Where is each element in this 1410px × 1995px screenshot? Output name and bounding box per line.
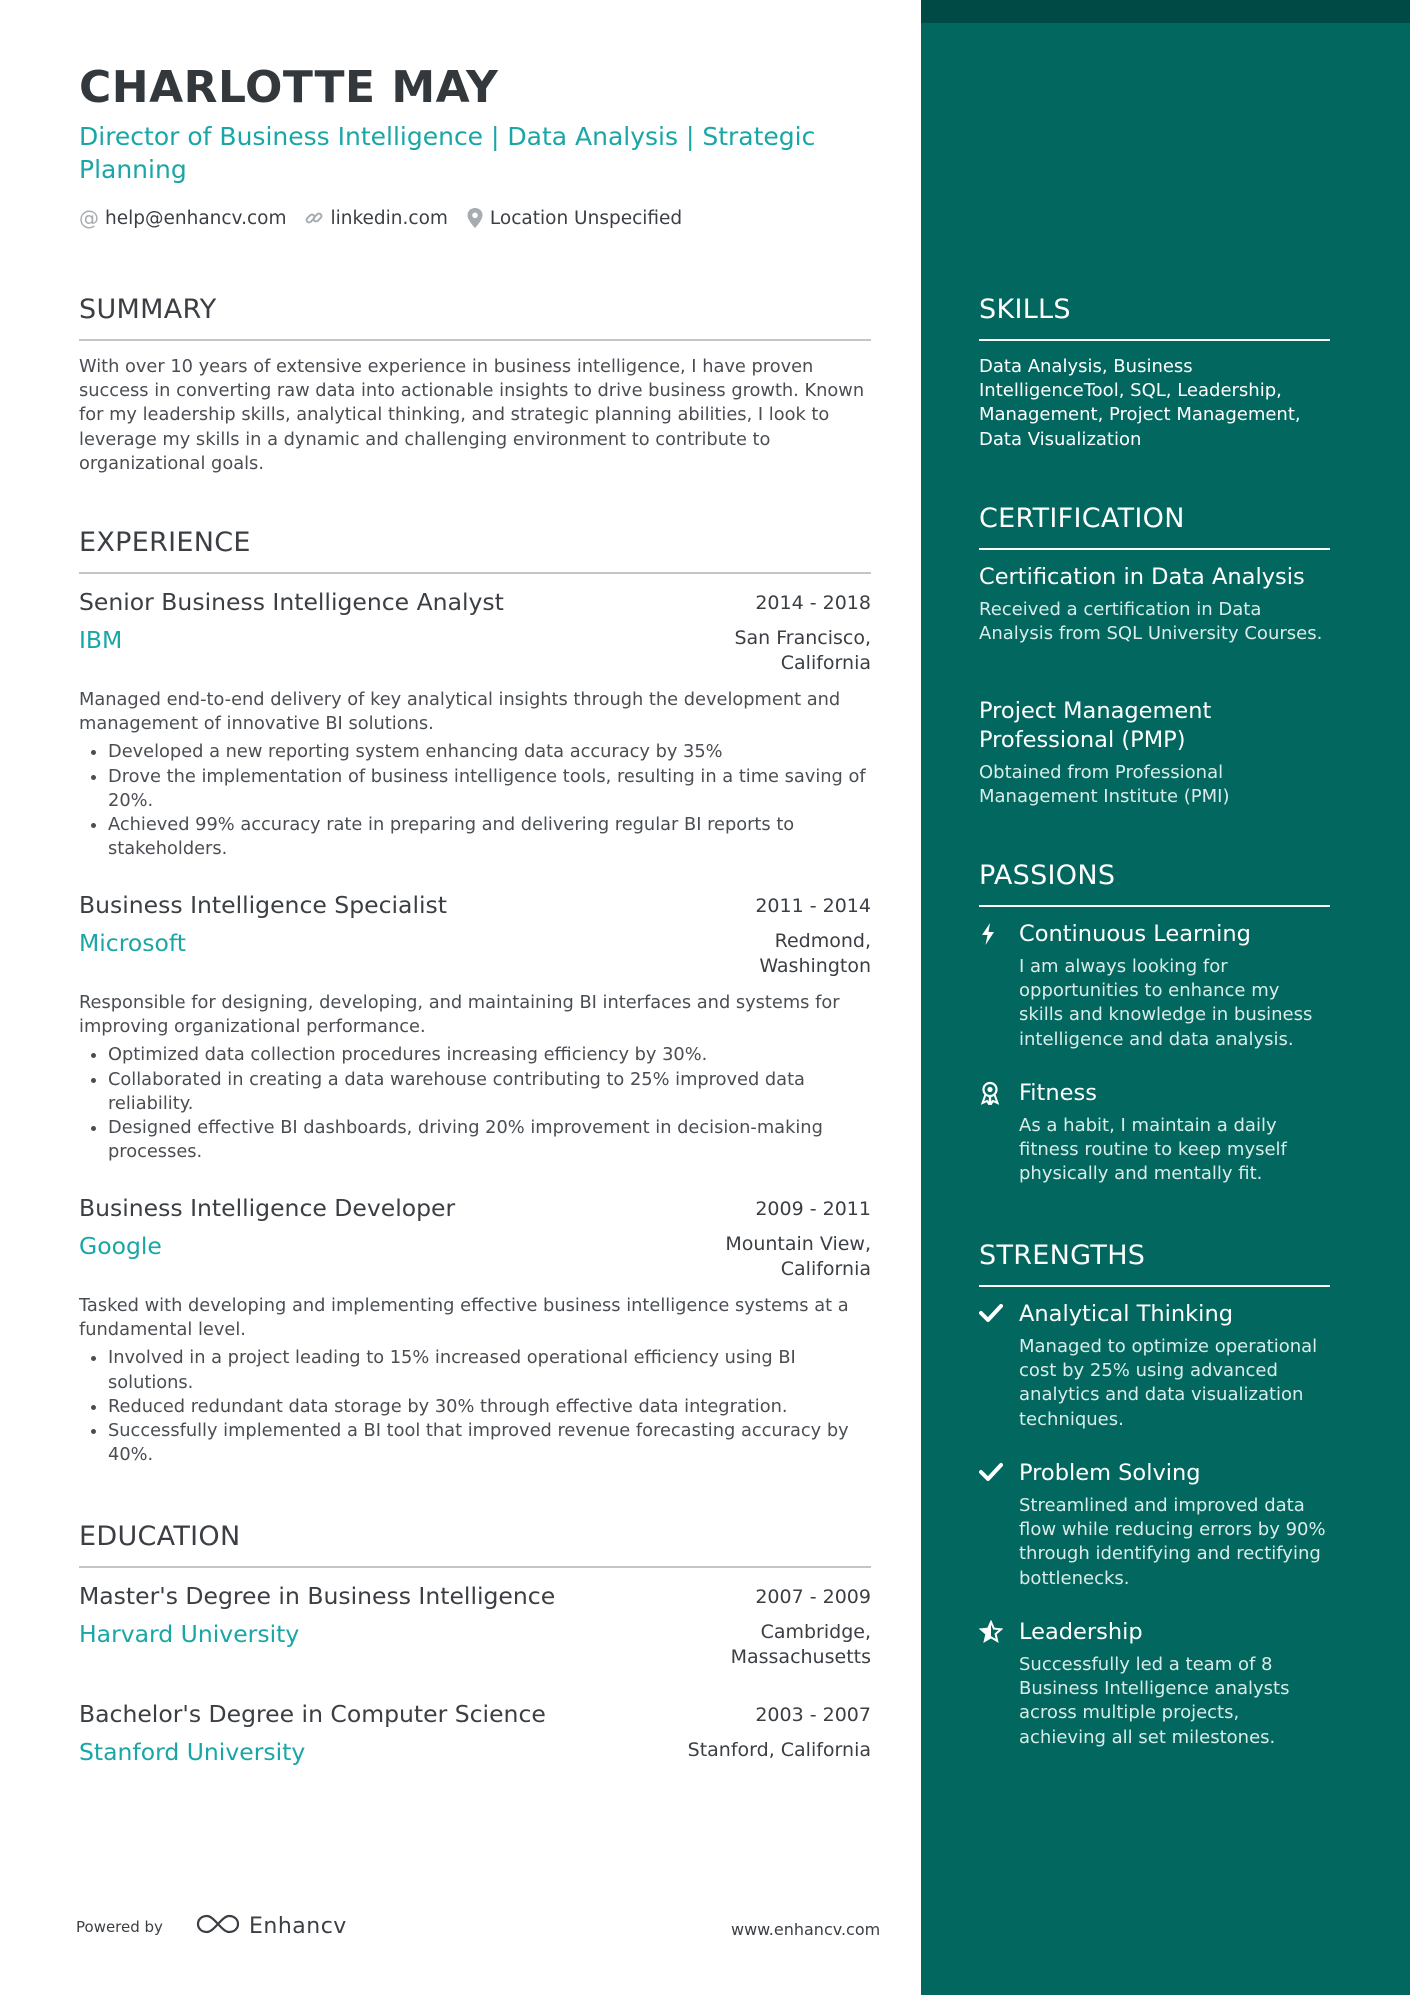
certification-title: Certification in Data Analysis — [979, 564, 1305, 590]
education-location — [688, 1738, 871, 1763]
strength-description: Managed to optimize operational cost by 25% using advanced analytics and data visualization techniques. — [1019, 1336, 1318, 1430]
education-school: Harvard University — [79, 1620, 300, 1648]
strength-title: Problem Solving — [1019, 1460, 1201, 1486]
checkmark-icon — [979, 1459, 1019, 1591]
strength-description: Streamlined and improved data flow while reducing errors by 90% through identifying and rectifying bottlenecks. — [1019, 1495, 1326, 1589]
link-icon — [304, 208, 324, 228]
strength-title: Leadership — [1019, 1619, 1143, 1645]
job-company: IBM — [79, 626, 123, 654]
job-location — [734, 626, 871, 676]
powered-by-label: Powered by — [76, 1918, 163, 1936]
certification-item — [979, 563, 1339, 646]
education-dates: 2007 - 2009 — [755, 1586, 871, 1608]
job-title: Senior Business Intelligence Analyst — [79, 588, 504, 616]
skills-divider — [979, 339, 1330, 341]
passions-divider — [979, 905, 1330, 907]
certification-description: Received a certification in Data Analysis from SQL University Courses. — [979, 599, 1323, 645]
strengths-heading: STRENGTHS — [979, 1240, 1146, 1271]
education-entry — [79, 1582, 871, 1670]
sidebar-top-band — [921, 0, 1410, 23]
job-company: Microsoft — [79, 929, 186, 957]
certification-heading: CERTIFICATION — [979, 503, 1185, 534]
education-entry — [79, 1700, 871, 1766]
job-description: Responsible for designing, developing, and maintaining BI interfaces and systems for improving organizational performance. — [79, 992, 840, 1038]
job-location-line: San Francisco, — [734, 627, 871, 649]
job-location-line: California — [780, 1258, 871, 1280]
education-location-line: Massachusetts — [730, 1646, 871, 1668]
job-bullet: • Achieved 99% accuracy rate in preparing and delivering regular BI reports to stakeholders. — [108, 813, 871, 861]
strengths-divider — [979, 1285, 1330, 1287]
strength-item — [979, 1459, 1339, 1591]
education-location-line: Stanford, California — [687, 1739, 871, 1761]
linkedin-text: linkedin.com — [330, 207, 448, 229]
job-bullet: • Involved in a project leading to 15% increased operational efficiency using BI solutions. — [108, 1346, 871, 1394]
award-medal-icon — [979, 1079, 1019, 1187]
job-description: Managed end-to-end delivery of key analytical insights through the development and management of innovative BI solutions. — [79, 689, 841, 735]
job-description: Tasked with developing and implementing effective business intelligence systems at a fundamental level. — [79, 1295, 849, 1341]
email-text: help@enhancv.com — [105, 207, 287, 229]
education-dates: 2003 - 2007 — [755, 1704, 871, 1726]
location-text: Location Unspecified — [489, 207, 683, 229]
education-location — [731, 1620, 871, 1670]
experience-divider — [79, 572, 871, 574]
job-dates: 2009 - 2011 — [755, 1198, 871, 1220]
passion-title: Continuous Learning — [1019, 921, 1251, 947]
job-location-line: Mountain View, — [725, 1233, 871, 1255]
summary-divider — [79, 339, 871, 341]
strength-item — [979, 1618, 1339, 1750]
sidebar — [921, 0, 1410, 1995]
footer-url[interactable]: www.enhancv.com — [731, 1920, 881, 1939]
contact-linkedin[interactable] — [304, 208, 447, 229]
candidate-name: CHARLOTTE MAY — [79, 62, 499, 113]
certification-item — [979, 697, 1339, 809]
job-entry — [79, 588, 871, 861]
certification-divider — [979, 548, 1330, 550]
education-degree: Master's Degree in Business Intelligence — [79, 1582, 556, 1610]
job-title: Business Intelligence Specialist — [79, 891, 447, 919]
lightning-bolt-icon — [979, 920, 1019, 1052]
contact-location — [466, 207, 682, 229]
job-bullets — [79, 1346, 871, 1467]
job-bullets — [79, 740, 871, 861]
passion-item — [979, 1079, 1339, 1187]
contact-bar — [79, 206, 700, 230]
checkmark-icon — [979, 1300, 1019, 1432]
experience-heading: EXPERIENCE — [79, 527, 251, 558]
job-bullet: • Reduced redundant data storage by 30% through effective data integration. — [108, 1395, 871, 1419]
education-divider — [79, 1566, 871, 1568]
job-dates: 2014 - 2018 — [755, 592, 871, 614]
certification-description: Obtained from Professional Management Institute (PMI) — [979, 762, 1230, 808]
job-location — [725, 1232, 871, 1282]
headline: Director of Business Intelligence | Data Analysis | Strategic Planning — [79, 122, 816, 184]
education-location-line: Cambridge, — [760, 1621, 871, 1643]
certification-title: Project Management Professional (PMP) — [979, 698, 1212, 753]
strength-item — [979, 1300, 1339, 1432]
at-sign-icon: @ — [79, 206, 99, 230]
job-bullet: • Drove the implementation of business intelligence tools, resulting in a time saving of 20%. — [108, 765, 871, 813]
job-bullet: • Designed effective BI dashboards, driving 20% improvement in decision-making processes. — [108, 1116, 871, 1164]
skills-heading: SKILLS — [979, 294, 1071, 325]
contact-email[interactable] — [79, 206, 286, 230]
job-bullets — [79, 1043, 871, 1164]
job-bullet: • Successfully implemented a BI tool that improved revenue forecasting accuracy by 40%. — [108, 1419, 871, 1467]
passion-description: As a habit, I maintain a daily fitness routine to keep myself physically and mentally fit. — [1019, 1115, 1287, 1185]
brand-name: Enhancv — [249, 1913, 347, 1939]
job-location-line: Redmond, — [774, 930, 871, 952]
location-pin-icon — [466, 207, 484, 229]
job-location-line: California — [780, 652, 871, 674]
job-bullet: • Optimized data collection procedures increasing efficiency by 30%. — [108, 1043, 871, 1067]
passion-description: I am always looking for opportunities to enhance my skills and knowledge in business intelligence and data analysis. — [1019, 956, 1313, 1050]
job-location — [759, 929, 871, 979]
strength-title: Analytical Thinking — [1019, 1301, 1233, 1327]
job-entry — [79, 891, 871, 1164]
skills-text: Data Analysis, Business IntelligenceTool, SQL, Leadership, Management, Project Management, Data Visualization — [979, 356, 1301, 450]
job-location-line: Washington — [759, 955, 871, 977]
job-dates: 2011 - 2014 — [755, 895, 871, 917]
summary-text: With over 10 years of extensive experience in business intelligence, I have proven success in converting raw data into actionable insights to drive business growth. Known for my leadership skills, analytical thinking, and strategic planning abilities, I look to leverage my skills in a dynamic and challenging environment to contribute to organizational goals. — [79, 356, 865, 474]
strength-description: Successfully led a team of 8 Business Intelligence analysts across multiple projects, achieving all set milestones. — [1019, 1654, 1290, 1748]
education-school: Stanford University — [79, 1738, 306, 1766]
passion-title: Fitness — [1019, 1080, 1097, 1106]
star-half-icon — [979, 1618, 1019, 1750]
infinity-logo-icon — [195, 1911, 241, 1941]
enhancv-logo[interactable] — [195, 1911, 347, 1941]
summary-heading: SUMMARY — [79, 294, 217, 325]
passion-item — [979, 920, 1339, 1052]
education-degree: Bachelor's Degree in Computer Science — [79, 1700, 546, 1728]
job-bullet: • Collaborated in creating a data warehouse contributing to 25% improved data reliability. — [108, 1068, 871, 1116]
job-title: Business Intelligence Developer — [79, 1194, 456, 1222]
job-company: Google — [79, 1232, 162, 1260]
job-entry — [79, 1194, 871, 1467]
education-heading: EDUCATION — [79, 1521, 241, 1552]
job-bullet: • Developed a new reporting system enhancing data accuracy by 35% — [108, 740, 871, 764]
passions-heading: PASSIONS — [979, 860, 1116, 891]
